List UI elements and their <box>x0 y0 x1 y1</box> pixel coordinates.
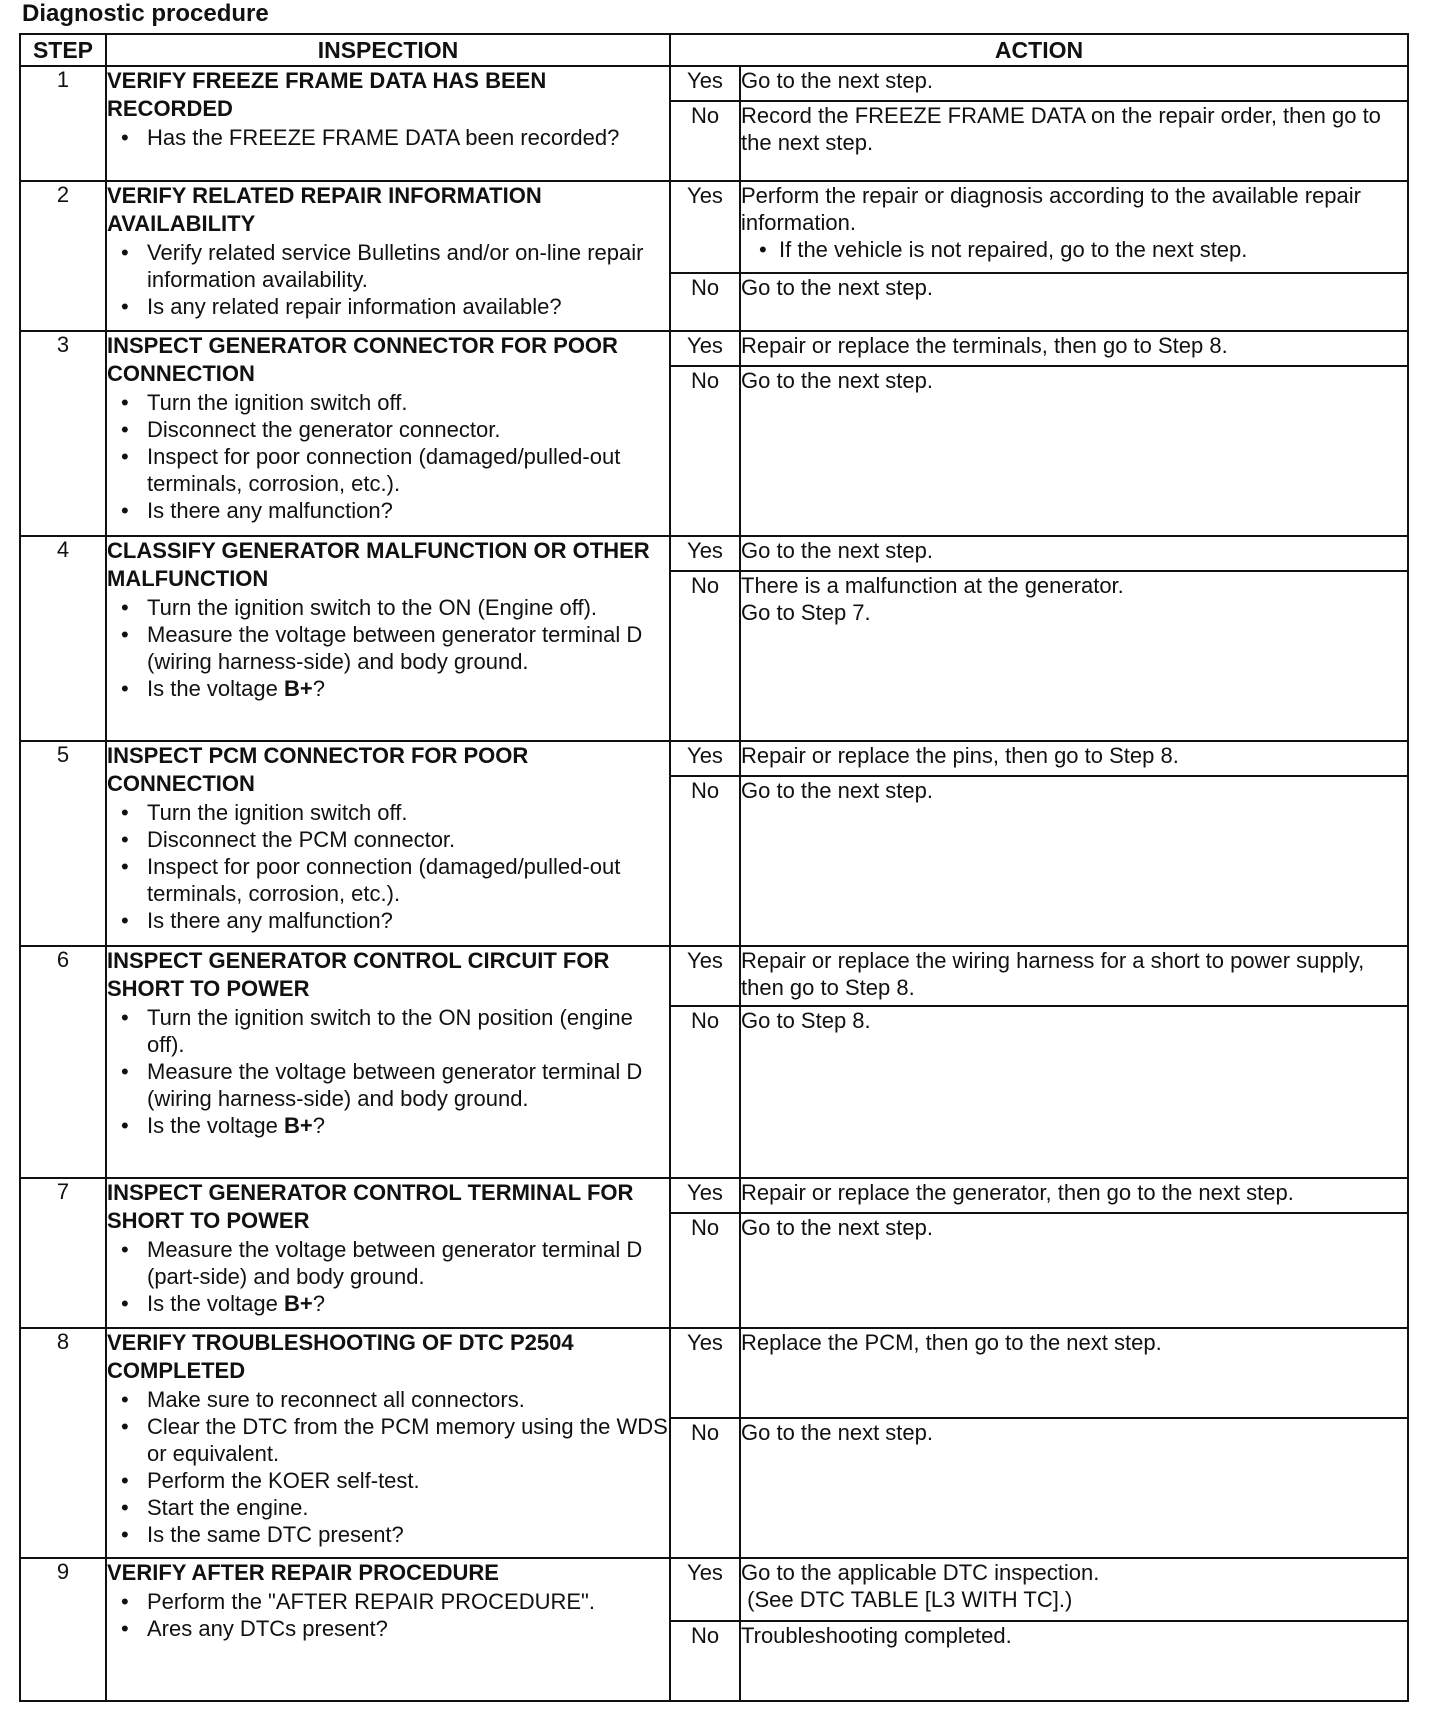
step-number: 7 <box>20 1178 106 1328</box>
inspection-title: VERIFY RELATED REPAIR INFORMATION AVAILABILITY <box>107 183 542 236</box>
inspection-bullet: • Measure the voltage between generator terminal D (part-side) and body ground. <box>107 1236 669 1290</box>
table-row <box>20 331 1408 366</box>
table-header-row <box>20 34 1408 66</box>
inspection-title: INSPECT GENERATOR CONNECTOR FOR POOR CONNECTION <box>107 333 618 386</box>
answer-no: No <box>670 1621 740 1701</box>
inspection-bullet: • Is the voltage B+? <box>107 1112 669 1139</box>
step-number: 1 <box>20 66 106 181</box>
inspection-bullet: • Inspect for poor connection (damaged/pulled-out terminals, corrosion, etc.). <box>107 853 669 907</box>
answer-yes: Yes <box>670 1178 740 1213</box>
answer-no: No <box>670 366 740 536</box>
inspection-title: VERIFY FREEZE FRAME DATA HAS BEEN RECORDED <box>107 68 547 121</box>
table-row <box>20 536 1408 571</box>
answer-yes: Yes <box>670 66 740 101</box>
action-no: Go to the next step. <box>740 366 1408 536</box>
action-text: Go to Step 7. <box>741 600 871 625</box>
action-yes: Repair or replace the generator, then go to the next step. <box>740 1178 1408 1213</box>
answer-yes: Yes <box>670 536 740 571</box>
page-title: Diagnostic procedure <box>22 0 269 27</box>
action-no: Go to the next step. <box>740 273 1408 331</box>
inspection-cell <box>106 946 670 1178</box>
inspection-bullet: • Clear the DTC from the PCM memory using the WDS or equivalent. <box>107 1413 669 1467</box>
inspection-bullet: • Turn the ignition switch to the ON (Engine off). <box>107 594 669 621</box>
inspection-cell <box>106 1558 670 1701</box>
action-no: Go to Step 8. <box>740 1006 1408 1178</box>
inspection-bullet: • Perform the KOER self-test. <box>107 1467 669 1494</box>
inspection-bullet: • Inspect for poor connection (damaged/pulled-out terminals, corrosion, etc.). <box>107 443 669 497</box>
action-no <box>740 571 1408 741</box>
answer-no: No <box>670 1418 740 1558</box>
step-number: 9 <box>20 1558 106 1701</box>
table-row <box>20 1558 1408 1621</box>
step-number: 6 <box>20 946 106 1178</box>
diagnostic-table <box>19 33 1409 1702</box>
action-yes: Repair or replace the pins, then go to Step 8. <box>740 741 1408 776</box>
table-row <box>20 946 1408 1006</box>
inspection-bullet: • Is there any malfunction? <box>107 907 669 934</box>
action-text: Perform the repair or diagnosis according to the available repair information. <box>741 183 1361 235</box>
action-yes: Go to the next step. <box>740 536 1408 571</box>
inspection-cell <box>106 741 670 946</box>
action-no: Go to the next step. <box>740 1418 1408 1558</box>
inspection-bullet: • Make sure to reconnect all connectors. <box>107 1386 669 1413</box>
answer-no: No <box>670 1006 740 1178</box>
inspection-bullet: • Ares any DTCs present? <box>107 1615 669 1642</box>
inspection-bullet: • Disconnect the PCM connector. <box>107 826 669 853</box>
action-text: Go to the applicable DTC inspection. <box>741 1560 1100 1585</box>
action-no: Go to the next step. <box>740 1213 1408 1328</box>
inspection-cell <box>106 1178 670 1328</box>
inspection-cell <box>106 536 670 741</box>
answer-yes: Yes <box>670 1328 740 1418</box>
action-yes: Replace the PCM, then go to the next step. <box>740 1328 1408 1418</box>
action-yes: Repair or replace the terminals, then go to Step 8. <box>740 331 1408 366</box>
action-subbullet: • If the vehicle is not repaired, go to the next step. <box>741 236 1407 263</box>
inspection-title: INSPECT GENERATOR CONTROL TERMINAL FOR SHORT TO POWER <box>107 1180 634 1233</box>
action-no: Go to the next step. <box>740 776 1408 946</box>
inspection-title: VERIFY AFTER REPAIR PROCEDURE <box>107 1560 499 1585</box>
table-row <box>20 66 1408 101</box>
action-no: Record the FREEZE FRAME DATA on the repair order, then go to the next step. <box>740 101 1408 181</box>
inspection-bullet: • Is the voltage B+? <box>107 1290 669 1317</box>
inspection-cell <box>106 331 670 536</box>
inspection-bullet: • Is any related repair information available? <box>107 293 669 320</box>
action-text: (See DTC TABLE [L3 WITH TC].) <box>741 1587 1073 1612</box>
inspection-bullet: • Turn the ignition switch off. <box>107 389 669 416</box>
inspection-title: CLASSIFY GENERATOR MALFUNCTION OR OTHER MALFUNCTION <box>107 538 650 591</box>
inspection-bullet: • Is the voltage B+? <box>107 675 669 702</box>
action-yes: Go to the next step. <box>740 66 1408 101</box>
inspection-title: VERIFY TROUBLESHOOTING OF DTC P2504 COMPLETED <box>107 1330 574 1383</box>
inspection-bullet: • Turn the ignition switch to the ON position (engine off). <box>107 1004 669 1058</box>
inspection-bullet: • Has the FREEZE FRAME DATA been recorded? <box>107 124 669 151</box>
answer-no: No <box>670 273 740 331</box>
inspection-bullet: • Measure the voltage between generator terminal D (wiring harness-side) and body ground. <box>107 621 669 675</box>
answer-yes: Yes <box>670 331 740 366</box>
header-action: ACTION <box>670 34 1408 66</box>
action-no: Troubleshooting completed. <box>740 1621 1408 1701</box>
action-text: There is a malfunction at the generator. <box>741 573 1124 598</box>
table-row <box>20 1328 1408 1418</box>
inspection-bullet: • Disconnect the generator connector. <box>107 416 669 443</box>
header-step: STEP <box>20 34 106 66</box>
inspection-bullet: • Measure the voltage between generator terminal D (wiring harness-side) and body ground. <box>107 1058 669 1112</box>
inspection-title: INSPECT GENERATOR CONTROL CIRCUIT FOR SHORT TO POWER <box>107 948 610 1001</box>
step-number: 2 <box>20 181 106 331</box>
answer-no: No <box>670 571 740 741</box>
answer-no: No <box>670 1213 740 1328</box>
inspection-bullet: • Verify related service Bulletins and/or on-line repair information availability. <box>107 239 669 293</box>
action-yes <box>740 181 1408 273</box>
step-number: 3 <box>20 331 106 536</box>
inspection-title: INSPECT PCM CONNECTOR FOR POOR CONNECTION <box>107 743 529 796</box>
answer-no: No <box>670 101 740 181</box>
inspection-cell <box>106 66 670 181</box>
inspection-bullet: • Start the engine. <box>107 1494 669 1521</box>
answer-no: No <box>670 776 740 946</box>
answer-yes: Yes <box>670 946 740 1006</box>
header-inspection: INSPECTION <box>106 34 670 66</box>
table-row <box>20 181 1408 273</box>
inspection-cell <box>106 1328 670 1558</box>
inspection-bullet: • Is there any malfunction? <box>107 497 669 524</box>
table-row <box>20 741 1408 776</box>
table-row <box>20 1178 1408 1213</box>
action-yes <box>740 1558 1408 1621</box>
inspection-bullet: • Turn the ignition switch off. <box>107 799 669 826</box>
inspection-bullet: • Perform the "AFTER REPAIR PROCEDURE". <box>107 1588 669 1615</box>
inspection-cell <box>106 181 670 331</box>
answer-yes: Yes <box>670 181 740 273</box>
step-number: 4 <box>20 536 106 741</box>
step-number: 5 <box>20 741 106 946</box>
answer-yes: Yes <box>670 1558 740 1621</box>
inspection-bullet: • Is the same DTC present? <box>107 1521 669 1548</box>
answer-yes: Yes <box>670 741 740 776</box>
step-number: 8 <box>20 1328 106 1558</box>
action-yes: Repair or replace the wiring harness for a short to power supply, then go to Step 8. <box>740 946 1408 1006</box>
